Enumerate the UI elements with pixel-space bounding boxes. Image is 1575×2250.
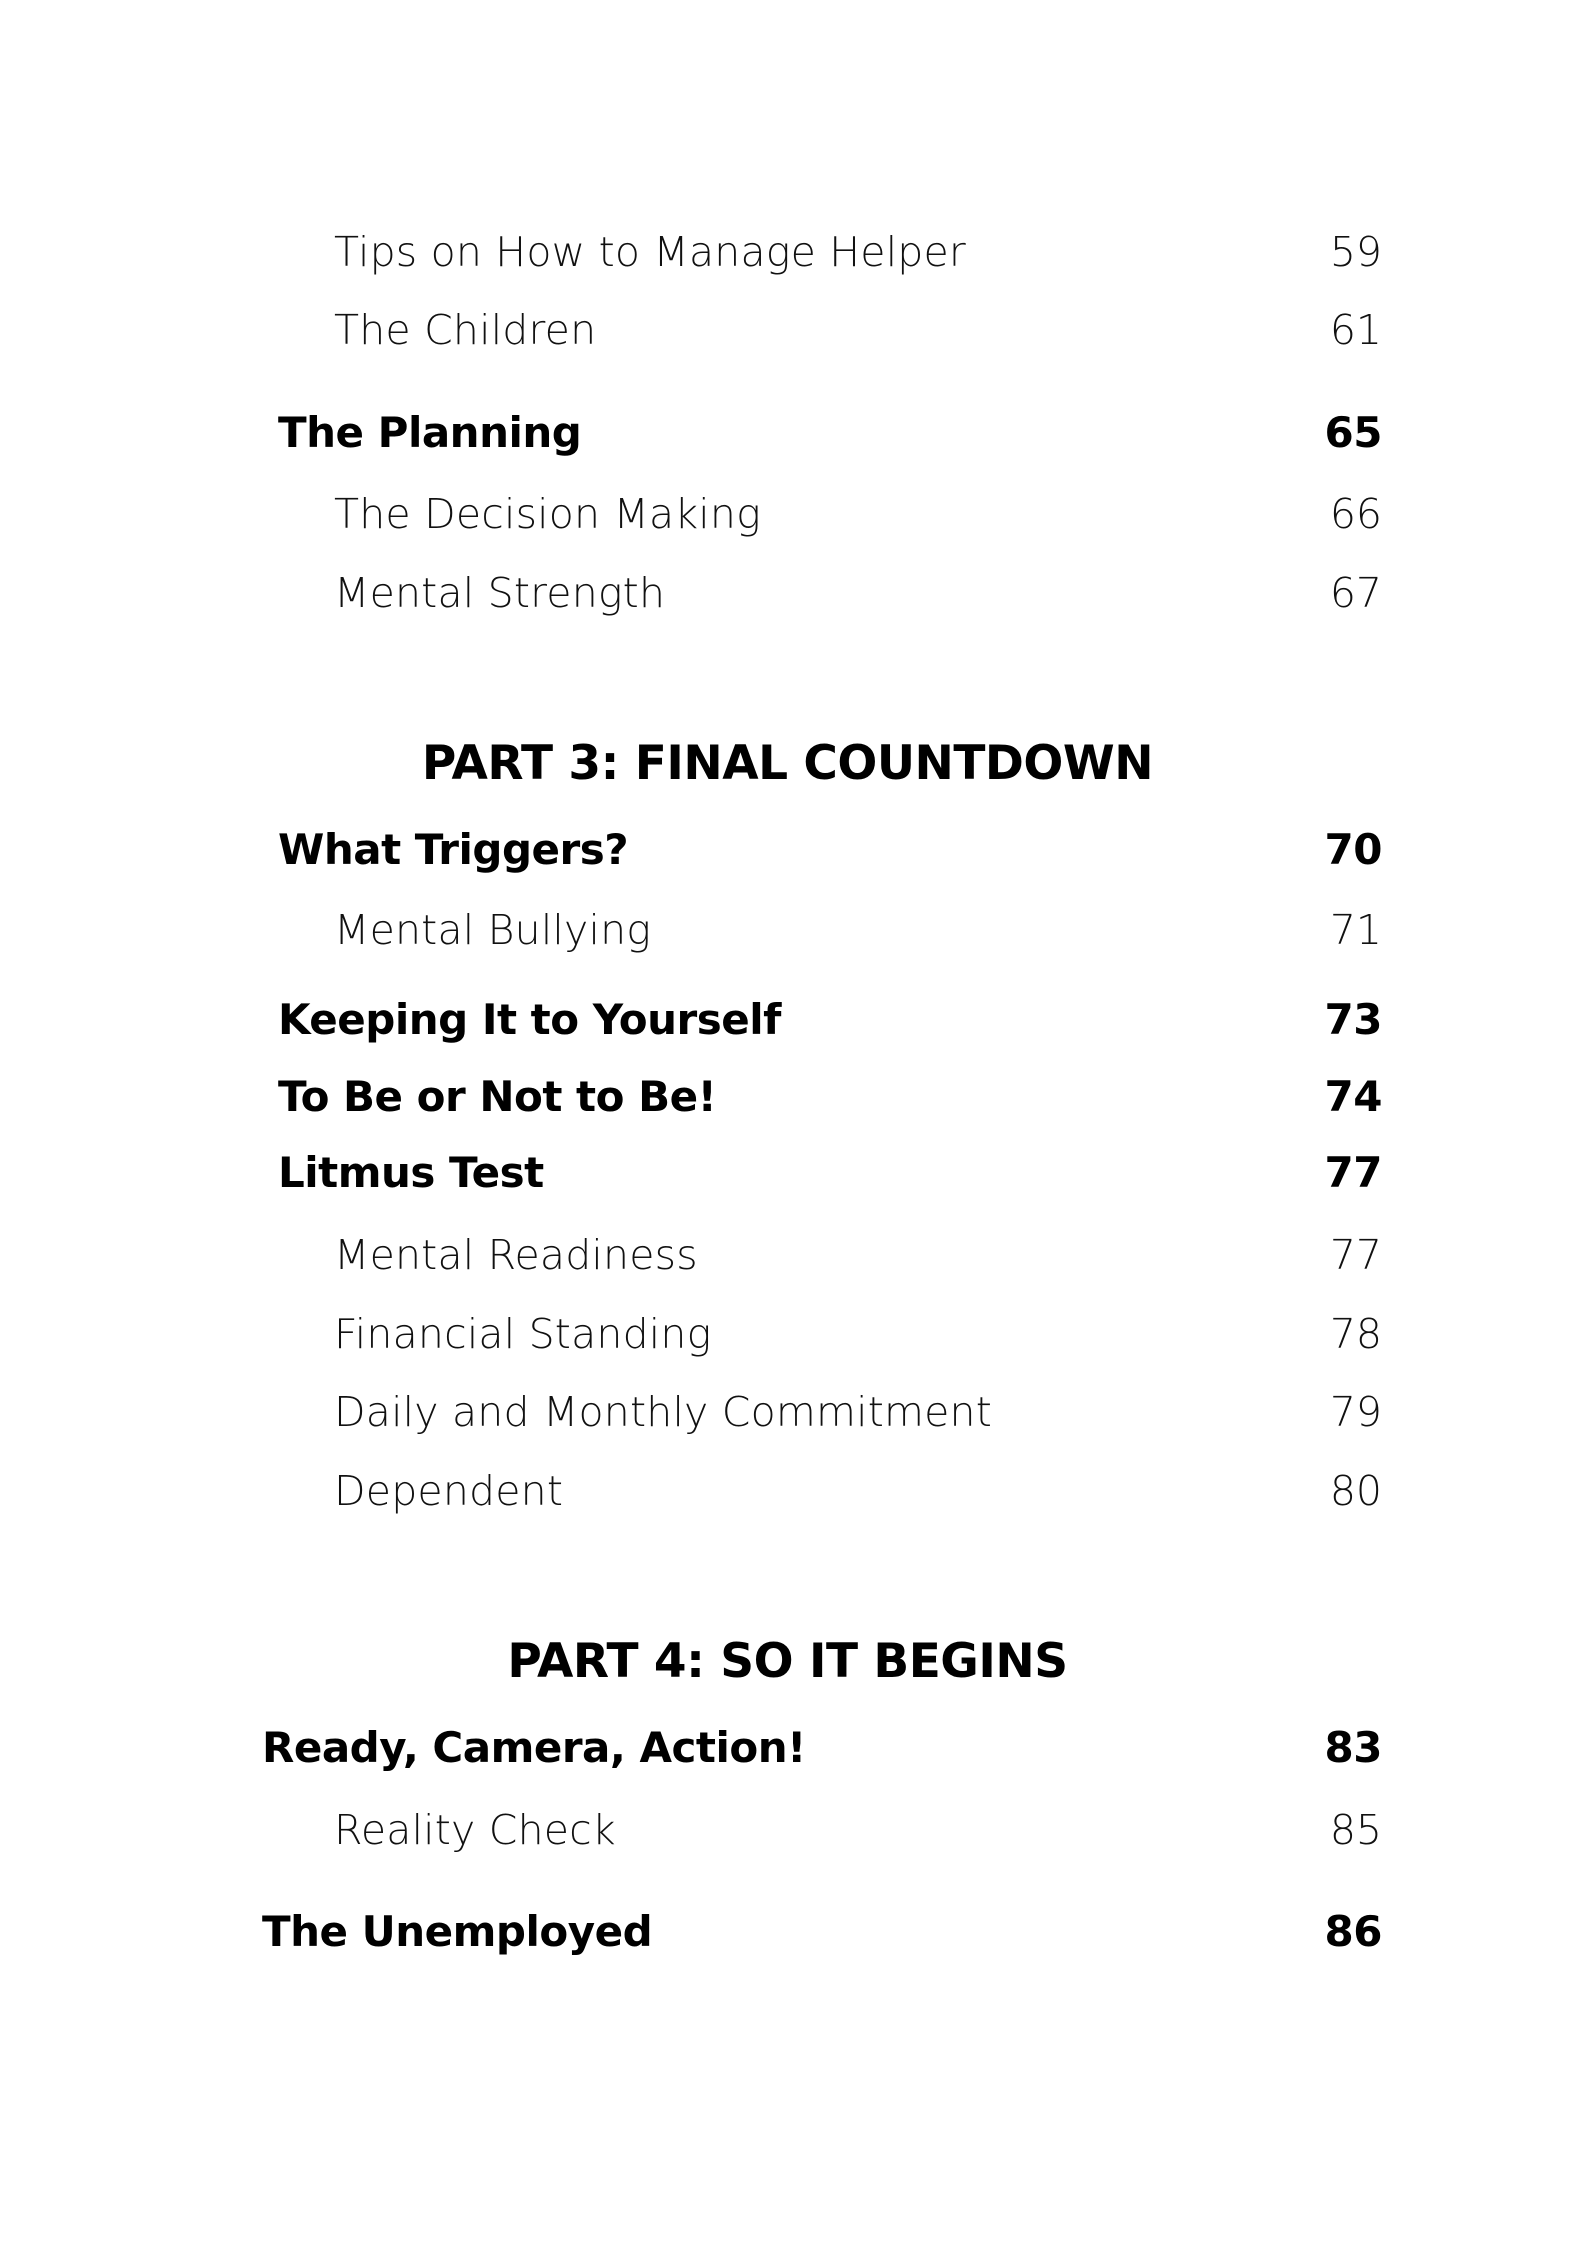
part-heading: PART 4: SO IT BEGINS (507, 1634, 1068, 1689)
toc-entry-title: To Be or Not to Be! (278, 1072, 717, 1121)
toc-entry-sub[interactable] (0, 1382, 1575, 1442)
toc-entry-page: 71 (1329, 906, 1382, 954)
toc-entry-page: 77 (1324, 1148, 1382, 1197)
toc-entry-page: 80 (1329, 1467, 1382, 1515)
toc-entry-chapter[interactable] (0, 1143, 1575, 1203)
toc-entry-page: 74 (1324, 1072, 1382, 1121)
toc-entry-page: 59 (1329, 228, 1382, 276)
toc-entry-chapter[interactable] (0, 1902, 1575, 1962)
toc-entry-page: 86 (1324, 1907, 1382, 1956)
toc-entry-title: Mental Strength (334, 569, 666, 617)
toc-entry-title: The Children (334, 306, 597, 354)
toc-entry-title: Financial Standing (334, 1310, 712, 1358)
toc-entry-title: The Unemployed (262, 1907, 653, 1956)
toc-entry-sub[interactable] (0, 300, 1575, 360)
toc-entry-sub[interactable] (0, 1800, 1575, 1860)
toc-entry-page: 83 (1324, 1723, 1382, 1772)
toc-entry-title: Reality Check (334, 1806, 616, 1854)
part-heading: PART 3: FINAL COUNTDOWN (421, 736, 1154, 791)
toc-entry-chapter[interactable] (0, 403, 1575, 463)
toc-entry-title: Tips on How to Manage Helper (334, 228, 966, 276)
toc-entry-title: Litmus Test (278, 1148, 544, 1197)
toc-entry-title: Dependent (334, 1467, 564, 1515)
toc-entry-page: 79 (1329, 1388, 1382, 1436)
toc-entry-page: 67 (1329, 569, 1382, 617)
toc-entry-page: 85 (1329, 1806, 1382, 1854)
toc-entry-page: 66 (1329, 490, 1382, 538)
toc-entry-title: Keeping It to Yourself (278, 995, 781, 1044)
toc-entry-title: Mental Readiness (334, 1231, 698, 1279)
toc-entry-sub[interactable] (0, 1304, 1575, 1364)
toc-entry-title: The Decision Making (334, 490, 761, 538)
toc-entry-sub[interactable] (0, 900, 1575, 960)
toc-entry-sub[interactable] (0, 1461, 1575, 1521)
toc-entry-page: 73 (1324, 995, 1382, 1044)
toc-entry-page: 61 (1329, 306, 1382, 354)
toc-entry-page: 70 (1324, 825, 1382, 874)
toc-entry-sub[interactable] (0, 484, 1575, 544)
toc-entry-chapter[interactable] (0, 1718, 1575, 1778)
toc-entry-page: 77 (1329, 1231, 1382, 1279)
toc-entry-chapter[interactable] (0, 820, 1575, 880)
toc-entry-page: 78 (1329, 1310, 1382, 1358)
toc-entry-page: 65 (1324, 408, 1382, 457)
toc-entry-sub[interactable] (0, 1225, 1575, 1285)
toc-entry-title: The Planning (278, 408, 582, 457)
toc-entry-title: What Triggers? (278, 825, 629, 874)
toc-entry-sub[interactable] (0, 563, 1575, 623)
toc-entry-title: Ready, Camera, Action! (262, 1723, 806, 1772)
toc-entry-chapter[interactable] (0, 990, 1575, 1050)
toc-entry-sub[interactable] (0, 222, 1575, 282)
toc-entry-chapter[interactable] (0, 1067, 1575, 1127)
toc-entry-title: Daily and Monthly Commitment (334, 1388, 993, 1436)
toc-entry-title: Mental Bullying (334, 906, 652, 954)
